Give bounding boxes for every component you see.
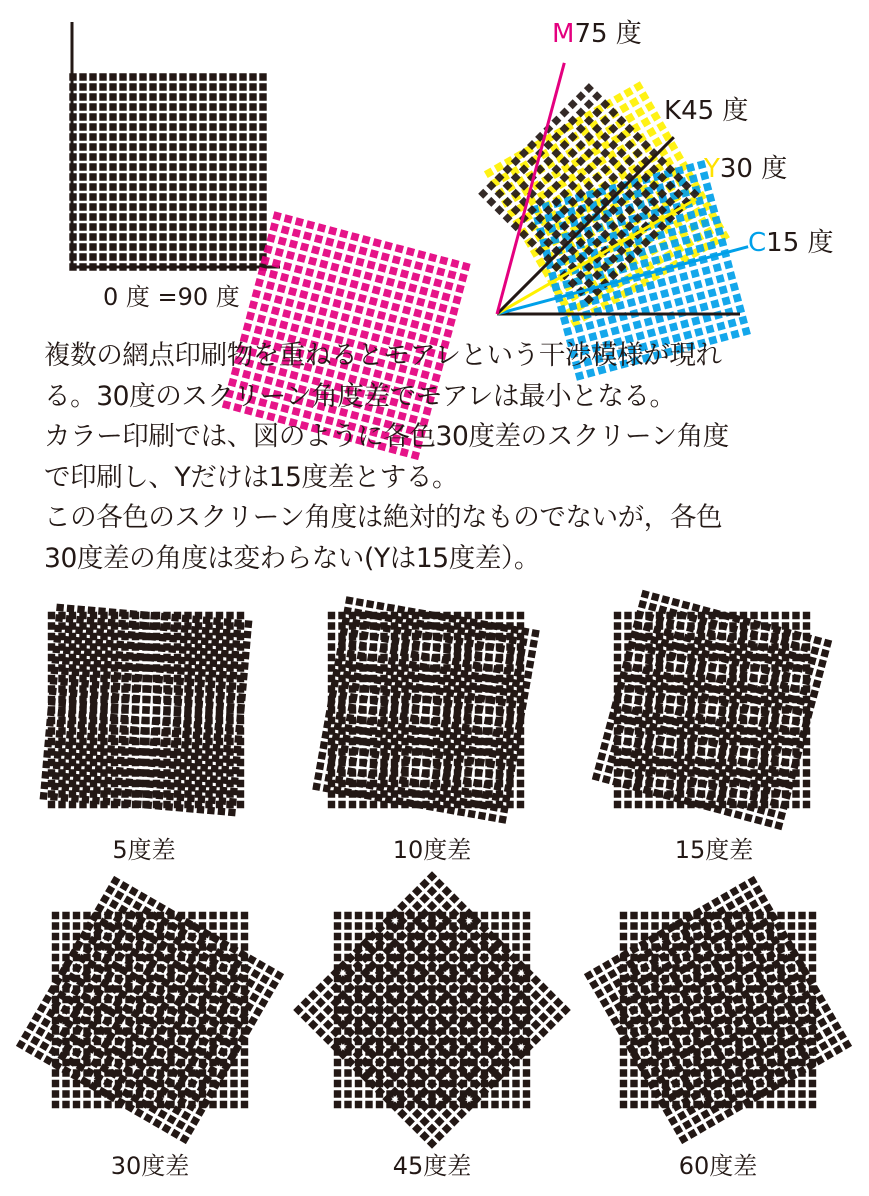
paragraph-line: る。30度のスクリーン角度差でモアレは最小となる。	[44, 380, 676, 412]
paragraph-line: で印刷し、Yだけは15度差とする。	[44, 461, 459, 493]
moire-sample-10	[312, 596, 539, 823]
example-label-45: 45度差	[392, 1152, 472, 1180]
moire-sample-15	[592, 590, 832, 830]
black-angle-label: K45 度	[664, 96, 749, 126]
moire-sample-5	[40, 604, 253, 817]
moire-example-grid	[16, 590, 852, 1149]
example-label-5: 5度差	[112, 836, 176, 864]
moire-sample-60	[584, 876, 852, 1144]
example-label-60: 60度差	[678, 1152, 758, 1180]
example-label-15: 15度差	[674, 836, 754, 864]
example-label-30: 30度差	[110, 1152, 190, 1180]
moire-sample-30	[16, 876, 284, 1144]
paragraph-line: 30度差の角度は変わらない(Yは15度差）。	[44, 542, 540, 574]
paragraph-line: この各色のスクリーン角度は絶対的なものでないが，各色	[44, 502, 723, 533]
yellow-angle-label: Y30 度	[704, 154, 788, 184]
zero-ninety-label: 0 度 =90 度	[103, 283, 240, 311]
paragraph-line: 複数の網点印刷物を重ねるとモアレという干渉模様が現れ	[44, 340, 722, 371]
magenta-angle-label: M75 度	[552, 19, 642, 49]
paragraph-line: カラー印刷では、図のように各色30度差のスクリーン角度	[44, 421, 729, 452]
example-label-10: 10度差	[392, 836, 472, 864]
cyan-angle-label: C15 度	[748, 228, 834, 258]
moire-sample-45	[293, 871, 571, 1149]
zero-degree-dot-grid	[69, 73, 266, 270]
explanation-paragraph	[44, 336, 854, 579]
